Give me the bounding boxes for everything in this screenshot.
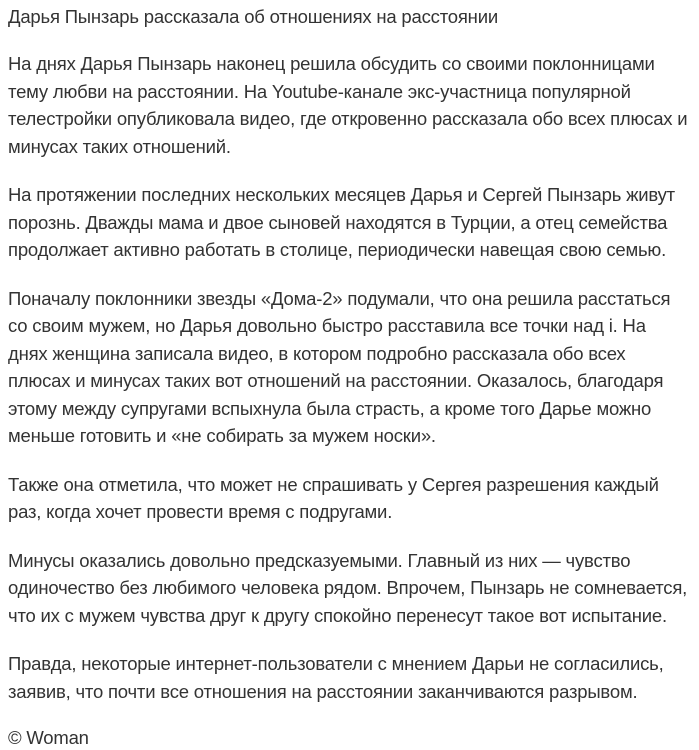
article-paragraph: На протяжении последних нескольких месяцев Дарья и Сергей Пынзарь живут порознь. Дважды мама и двое сыновей находятся в Турции, а отец семейства продолжает активно работать в столице, периодически навещая свою семью. (8, 184, 675, 260)
article-paragraph: Правда, некоторые интернет-пользователи с мнением Дарьи не согласились, заявив, что почти все отношения на расстоянии заканчиваются разрывом. (8, 653, 664, 702)
article-paragraph: Поначалу поклонники звезды «Дома-2» подумали, что она решила расстаться со своим мужем, но Дарья довольно быстро расставила все точки над i. На днях женщина записала видео, в котором подробно рассказала обо всех плюсах и минусах таких вот отношений на расстоянии. Оказалось, благодаря этому между супругами вспыхнула была страсть, а кроме того Дарье можно меньше готовить и «не собирать за мужем носки». (8, 287, 671, 446)
article-paragraph: На днях Дарья Пынзарь наконец решила обсудить со своими поклонницами тему любви на расстоянии. На Youtube-канале экс-участница популярной телестройки опубликовала видео, где откровенно рассказала обо всех плюсах и минусах таких отношений. (8, 53, 688, 157)
copyright-notice: © Woman (8, 727, 89, 748)
article-title: Дарья Пынзарь рассказала об отношениях на расстоянии (8, 6, 498, 27)
article (8, 4, 689, 750)
article-paragraph: Минусы оказались довольно предсказуемыми. Главный из них — чувство одиночество без любимого человека рядом. Впрочем, Пынзарь не сомневается, что их с мужем чувства друг к другу спокойно перенесут такое вот испытание. (8, 549, 688, 626)
article-paragraph: Также она отметила, что может не спрашивать у Сергея разрешения каждый раз, когда хочет провести время с подругами. (8, 473, 659, 522)
